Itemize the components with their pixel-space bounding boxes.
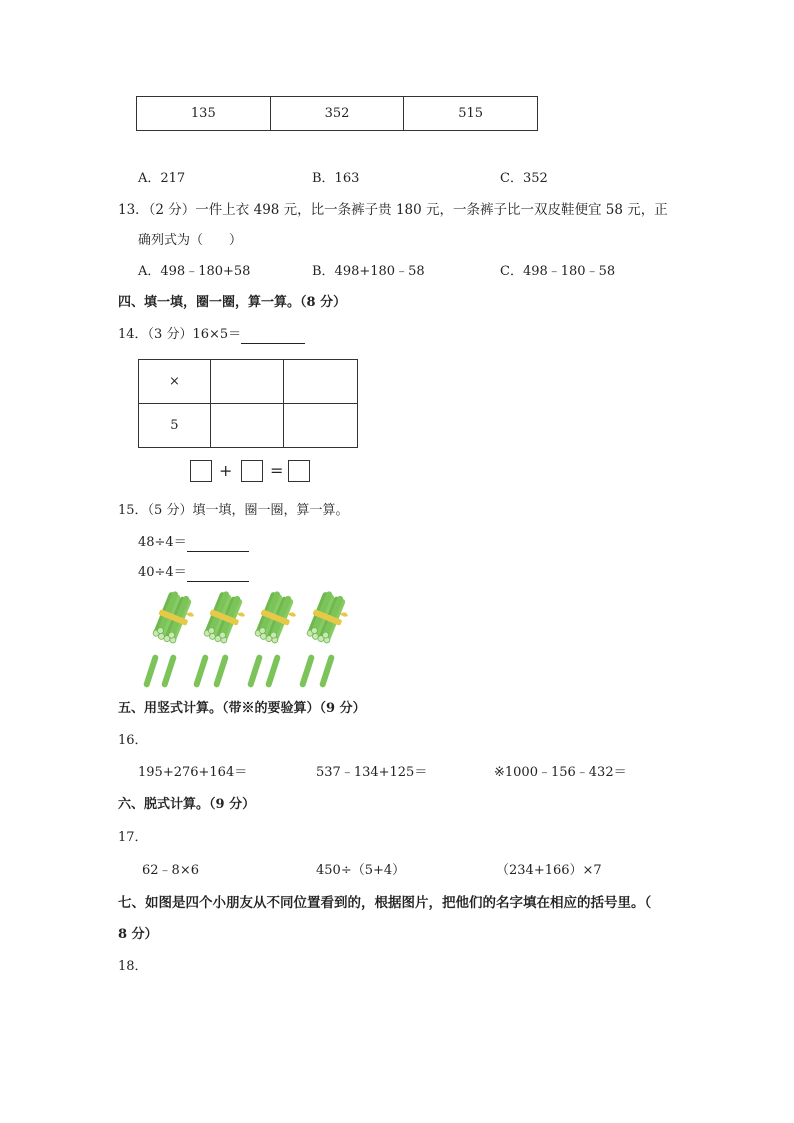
table-header-times: × xyxy=(139,360,211,404)
top-number-table xyxy=(136,96,538,131)
q15-eq1: 48÷4＝ xyxy=(138,535,187,550)
q17-number: 17． xyxy=(118,830,148,845)
answer-box[interactable] xyxy=(288,460,310,482)
q13-option-a: A．498﹣180+58 xyxy=(138,264,251,279)
single-stick xyxy=(213,654,229,688)
q18-number: 18． xyxy=(118,959,148,974)
section-6-heading: 六、脱式计算。（9 分） xyxy=(118,797,256,812)
q14-multiplication-table xyxy=(138,359,358,448)
q13-question-line1: 13．（2 分）一件上衣 498 元，比一条裤子贵 180 元，一条裤子比一双皮鞋便宜 58 元，正 xyxy=(118,202,668,218)
table-cell: 352 xyxy=(270,97,404,131)
q16-item-3: ※1000﹣156﹣432＝ xyxy=(494,765,627,780)
section-7-heading-line2: 8 分） xyxy=(118,927,158,942)
table-cell-empty[interactable] xyxy=(284,404,358,448)
q12-option-a: A．217 xyxy=(138,171,186,186)
single-stick xyxy=(299,654,315,688)
section-4-heading: 四、填一填，圈一圈，算一算。（8 分） xyxy=(118,295,347,310)
q13-option-b: B．498+180﹣58 xyxy=(312,264,425,279)
q12-option-c: C．352 xyxy=(500,171,548,186)
q15-eq1-row xyxy=(138,534,249,552)
stick-bundle xyxy=(201,590,248,646)
q17-item-2: 450÷（5+4） xyxy=(316,863,406,878)
single-stick xyxy=(247,654,263,688)
q17-item-1: 62﹣8×6 xyxy=(142,863,199,878)
q13-question-line2: 确列式为（ ） xyxy=(138,233,243,248)
equals-sign: = xyxy=(270,461,284,480)
single-stick xyxy=(265,654,281,688)
answer-blank[interactable] xyxy=(187,567,249,582)
q13-option-c: C．498﹣180﹣58 xyxy=(500,264,616,279)
answer-box[interactable] xyxy=(190,460,212,482)
table-cell-empty[interactable] xyxy=(284,360,358,404)
q15-prompt: 15．（5 分）填一填，圈一圈，算一算。 xyxy=(118,503,349,518)
stick-bundle xyxy=(252,590,299,646)
section-7-heading-line1: 七、如图是四个小朋友从不同位置看到的，根据图片，把他们的名字填在相应的括号里。（ xyxy=(118,895,652,911)
q16-item-2: 537﹣134+125＝ xyxy=(316,765,428,780)
answer-box[interactable] xyxy=(241,460,263,482)
table-cell: 135 xyxy=(137,97,271,131)
stick-bundle xyxy=(304,590,351,646)
plus-sign: + xyxy=(219,461,233,480)
section-5-heading: 五、用竖式计算。（带※的要验算）（9 分） xyxy=(118,701,366,716)
table-cell: 515 xyxy=(404,97,538,131)
table-cell-empty[interactable] xyxy=(210,404,284,448)
q12-option-b: B．163 xyxy=(312,171,360,186)
single-stick xyxy=(161,654,177,688)
q15-eq2: 40÷4＝ xyxy=(138,565,187,580)
answer-blank[interactable] xyxy=(187,537,249,552)
q16-item-1: 195+276+164＝ xyxy=(138,765,248,780)
q14-prompt-row xyxy=(118,326,305,344)
single-stick xyxy=(193,654,209,688)
q17-item-3: （234+166）×7 xyxy=(496,863,602,878)
q15-eq2-row xyxy=(138,564,249,582)
table-cell-empty[interactable] xyxy=(210,360,284,404)
stick-bundles-illustration xyxy=(140,590,370,690)
q14-prompt: 14．（3 分）16×5＝ xyxy=(118,327,242,342)
table-row-label: 5 xyxy=(139,404,211,448)
single-stick xyxy=(143,654,159,688)
single-stick xyxy=(319,654,335,688)
stick-bundle xyxy=(150,590,197,646)
q16-number: 16． xyxy=(118,733,148,748)
answer-blank[interactable] xyxy=(241,329,305,344)
